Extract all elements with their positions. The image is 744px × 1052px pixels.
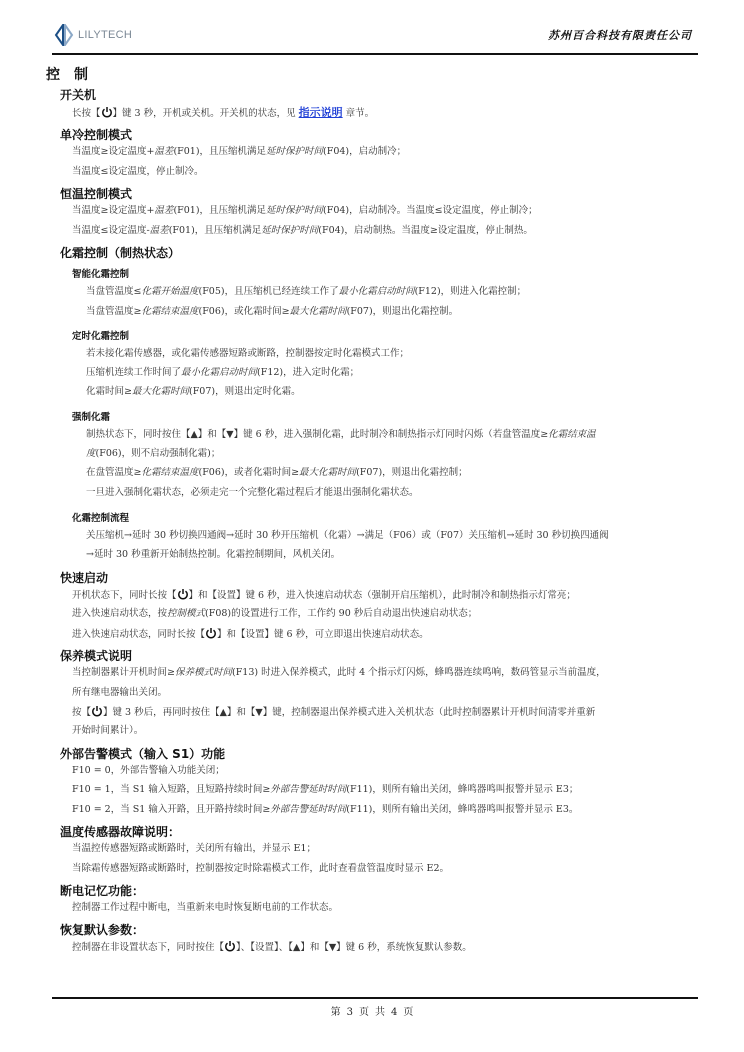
power-icon <box>101 106 113 118</box>
company-logo <box>54 24 132 46</box>
thermo-line-1: 当温度≥设定温度+温差(F01)，且压缩机满足延时保护时间(F04)，启动制冷。当温度≤设定温度，停止制冷； <box>72 205 538 216</box>
page-number: 3 <box>346 1007 353 1018</box>
forced-defrost-line-1: 制热状态下，同时按住【▲】和【▼】键 6 秒，进入强制化霜，此时制冷和制热指示灯同时闪烁（若盘管温度≥化霜结束温 <box>86 429 596 440</box>
cool-mode-heading: 单冷控制模式 <box>60 128 133 142</box>
logo-text: LILYTECH <box>78 29 133 41</box>
timed-defrost-heading: 定时化霜控制 <box>72 331 130 342</box>
defrost-flow-line-1: 关压缩机→延时 30 秒切换四通阀→延时 30 秒开压缩机（化霜）→满足（F06）或（F07）关压缩机→延时 30 秒切换四通阀 <box>86 530 609 541</box>
maintenance-line-2: 所有继电器输出关闭。 <box>72 687 168 698</box>
forced-defrost-line-4: 一旦进入强制化霜状态，必须走完一个完整化霜过程后才能退出强制化霜状态。 <box>86 487 419 498</box>
quick-start-line-3: 进入快速启动状态，同时长按【 】和【设置】键 6 秒，可立即退出快速启动状态。 <box>72 629 429 640</box>
quick-start-line-2: 进入快速启动状态，按控制模式(F08)的设置进行工作，工作约 90 秒后自动退出快速启动状态； <box>72 608 478 619</box>
company-name: 苏州百合科技有限责任公司 <box>548 29 692 42</box>
smart-defrost-line-2: 当盘管温度≥化霜结束温度(F06)，或化霜时间≥最大化霜时间(F07)，则退出化霜控制。 <box>86 306 459 317</box>
page-footer: 第 3 页 共 4 页 <box>330 1007 414 1018</box>
power-text: 长按【 】键 3 秒，开机或关机。开关机的状态，见 指示说明 章节。 <box>72 106 375 119</box>
defrost-heading: 化霜控制（制热状态） <box>60 246 181 260</box>
forced-defrost-line-3: 在盘管温度≥化霜结束温度(F06)，或者化霜时间≥最大化霜时间(F07)，则退出化霜控制； <box>86 467 468 478</box>
external-alarm-heading: 外部告警模式（输入 S1）功能 <box>60 747 226 761</box>
power-icon <box>177 588 189 600</box>
smart-defrost-heading: 智能化霜控制 <box>72 269 130 280</box>
maintenance-line-1: 当控制器累计开机时间≥保养模式时间(F13) 时进入保养模式，此时 4 个指示灯闪烁，蜂鸣器连续鸣响，数码管显示当前温度， <box>72 667 606 678</box>
power-icon <box>224 940 236 952</box>
forced-defrost-heading: 强制化霜 <box>72 412 111 423</box>
sensor-fault-line-1: 当温控传感器短路或断路时，关闭所有输出，并显示 E1； <box>72 843 316 854</box>
alarm-line-2: F10 = 1，当 S1 输入短路，且短路持续时间≥外部告警延时时间(F11)，则所有输出关闭，蜂鸣器鸣叫报警并显示 E3； <box>72 784 579 795</box>
timed-defrost-line-3: 化霜时间≥最大化霜时间(F07)，则退出定时化霜。 <box>86 386 301 397</box>
power-icon <box>205 627 217 639</box>
maintenance-heading: 保养模式说明 <box>60 649 133 663</box>
header-divider <box>52 53 698 55</box>
timed-defrost-line-1: 若未接化霜传感器，或化霜传感器短路或断路，控制器按定时化霜模式工作； <box>86 348 410 359</box>
page-total: 4 <box>391 1007 398 1018</box>
footer-divider <box>52 997 698 999</box>
quick-start-line-1: 开机状态下，同时长按【 】和【设置】键 6 秒，进入快速启动状态（强制开启压缩机），此时制冷和制热指示灯常亮； <box>72 590 576 601</box>
maintenance-line-4: 开始时间累计）。 <box>72 725 144 736</box>
cool-line-1: 当温度≥设定温度+温差(F01)，且压缩机满足延时保护时间(F04)，启动制冷； <box>72 146 407 157</box>
defrost-flow-heading: 化霜控制流程 <box>72 513 130 524</box>
smart-defrost-line-1: 当盘管温度≤化霜开始温度(F05)，且压缩机已经连续工作了最小化霜启动时间(F12)，则进入化霜控制； <box>86 286 527 297</box>
reset-line-1: 控制器在非设置状态下，同时按住【 】、【设置】、【▲】和【▼】键 6 秒，系统恢复默认参数。 <box>72 942 472 953</box>
sensor-fault-heading: 温度传感器故障说明： <box>60 825 181 839</box>
cool-line-2: 当温度≤设定温度，停止制冷。 <box>72 166 204 177</box>
defrost-flow-line-2: →延时 30 秒重新开始制热控制。化霜控制期间，风机关闭。 <box>86 549 341 560</box>
alarm-line-1: F10 = 0，外部告警输入功能关闭； <box>72 765 225 776</box>
power-icon <box>91 705 103 717</box>
forced-defrost-line-2: 度(F06)，则不启动强制化霜)； <box>86 448 221 459</box>
memory-heading: 断电记忆功能： <box>60 884 145 898</box>
indicator-link[interactable]: 指示说明 <box>298 106 343 119</box>
sensor-fault-line-2: 当除霜传感器短路或断路时，控制器按定时除霜模式工作，此时查看盘管温度时显示 E2。 <box>72 863 449 874</box>
thermo-mode-heading: 恒温控制模式 <box>60 187 133 201</box>
page-header <box>0 0 744 60</box>
alarm-line-3: F10 = 2，当 S1 输入开路，且开路持续时间≥外部告警延时时间(F11)，则所有输出关闭，蜂鸣器鸣叫报警并显示 E3。 <box>72 804 579 815</box>
memory-line-1: 控制器工作过程中断电，当重新来电时恢复断电前的工作状态。 <box>72 902 339 913</box>
lilytech-logo-icon <box>54 24 74 46</box>
power-heading: 开关机 <box>60 88 97 102</box>
reset-heading: 恢复默认参数： <box>60 923 145 937</box>
timed-defrost-line-2: 压缩机连续工作时间了最小化霜启动时间(F12)，进入定时化霜； <box>86 367 360 378</box>
maintenance-line-3: 按【 】键 3 秒后，再同时按住【▲】和【▼】键，控制器退出保养模式进入关机状态（此时控制器累计开机时间清零并重新 <box>72 707 596 718</box>
quick-start-heading: 快速启动 <box>60 571 109 585</box>
thermo-line-2: 当温度≤设定温度-温差(F01)，且压缩机满足延时保护时间(F04)，启动制热。当温度≥设定温度，停止制热。 <box>72 225 533 236</box>
section-title: 控制 <box>46 67 102 83</box>
